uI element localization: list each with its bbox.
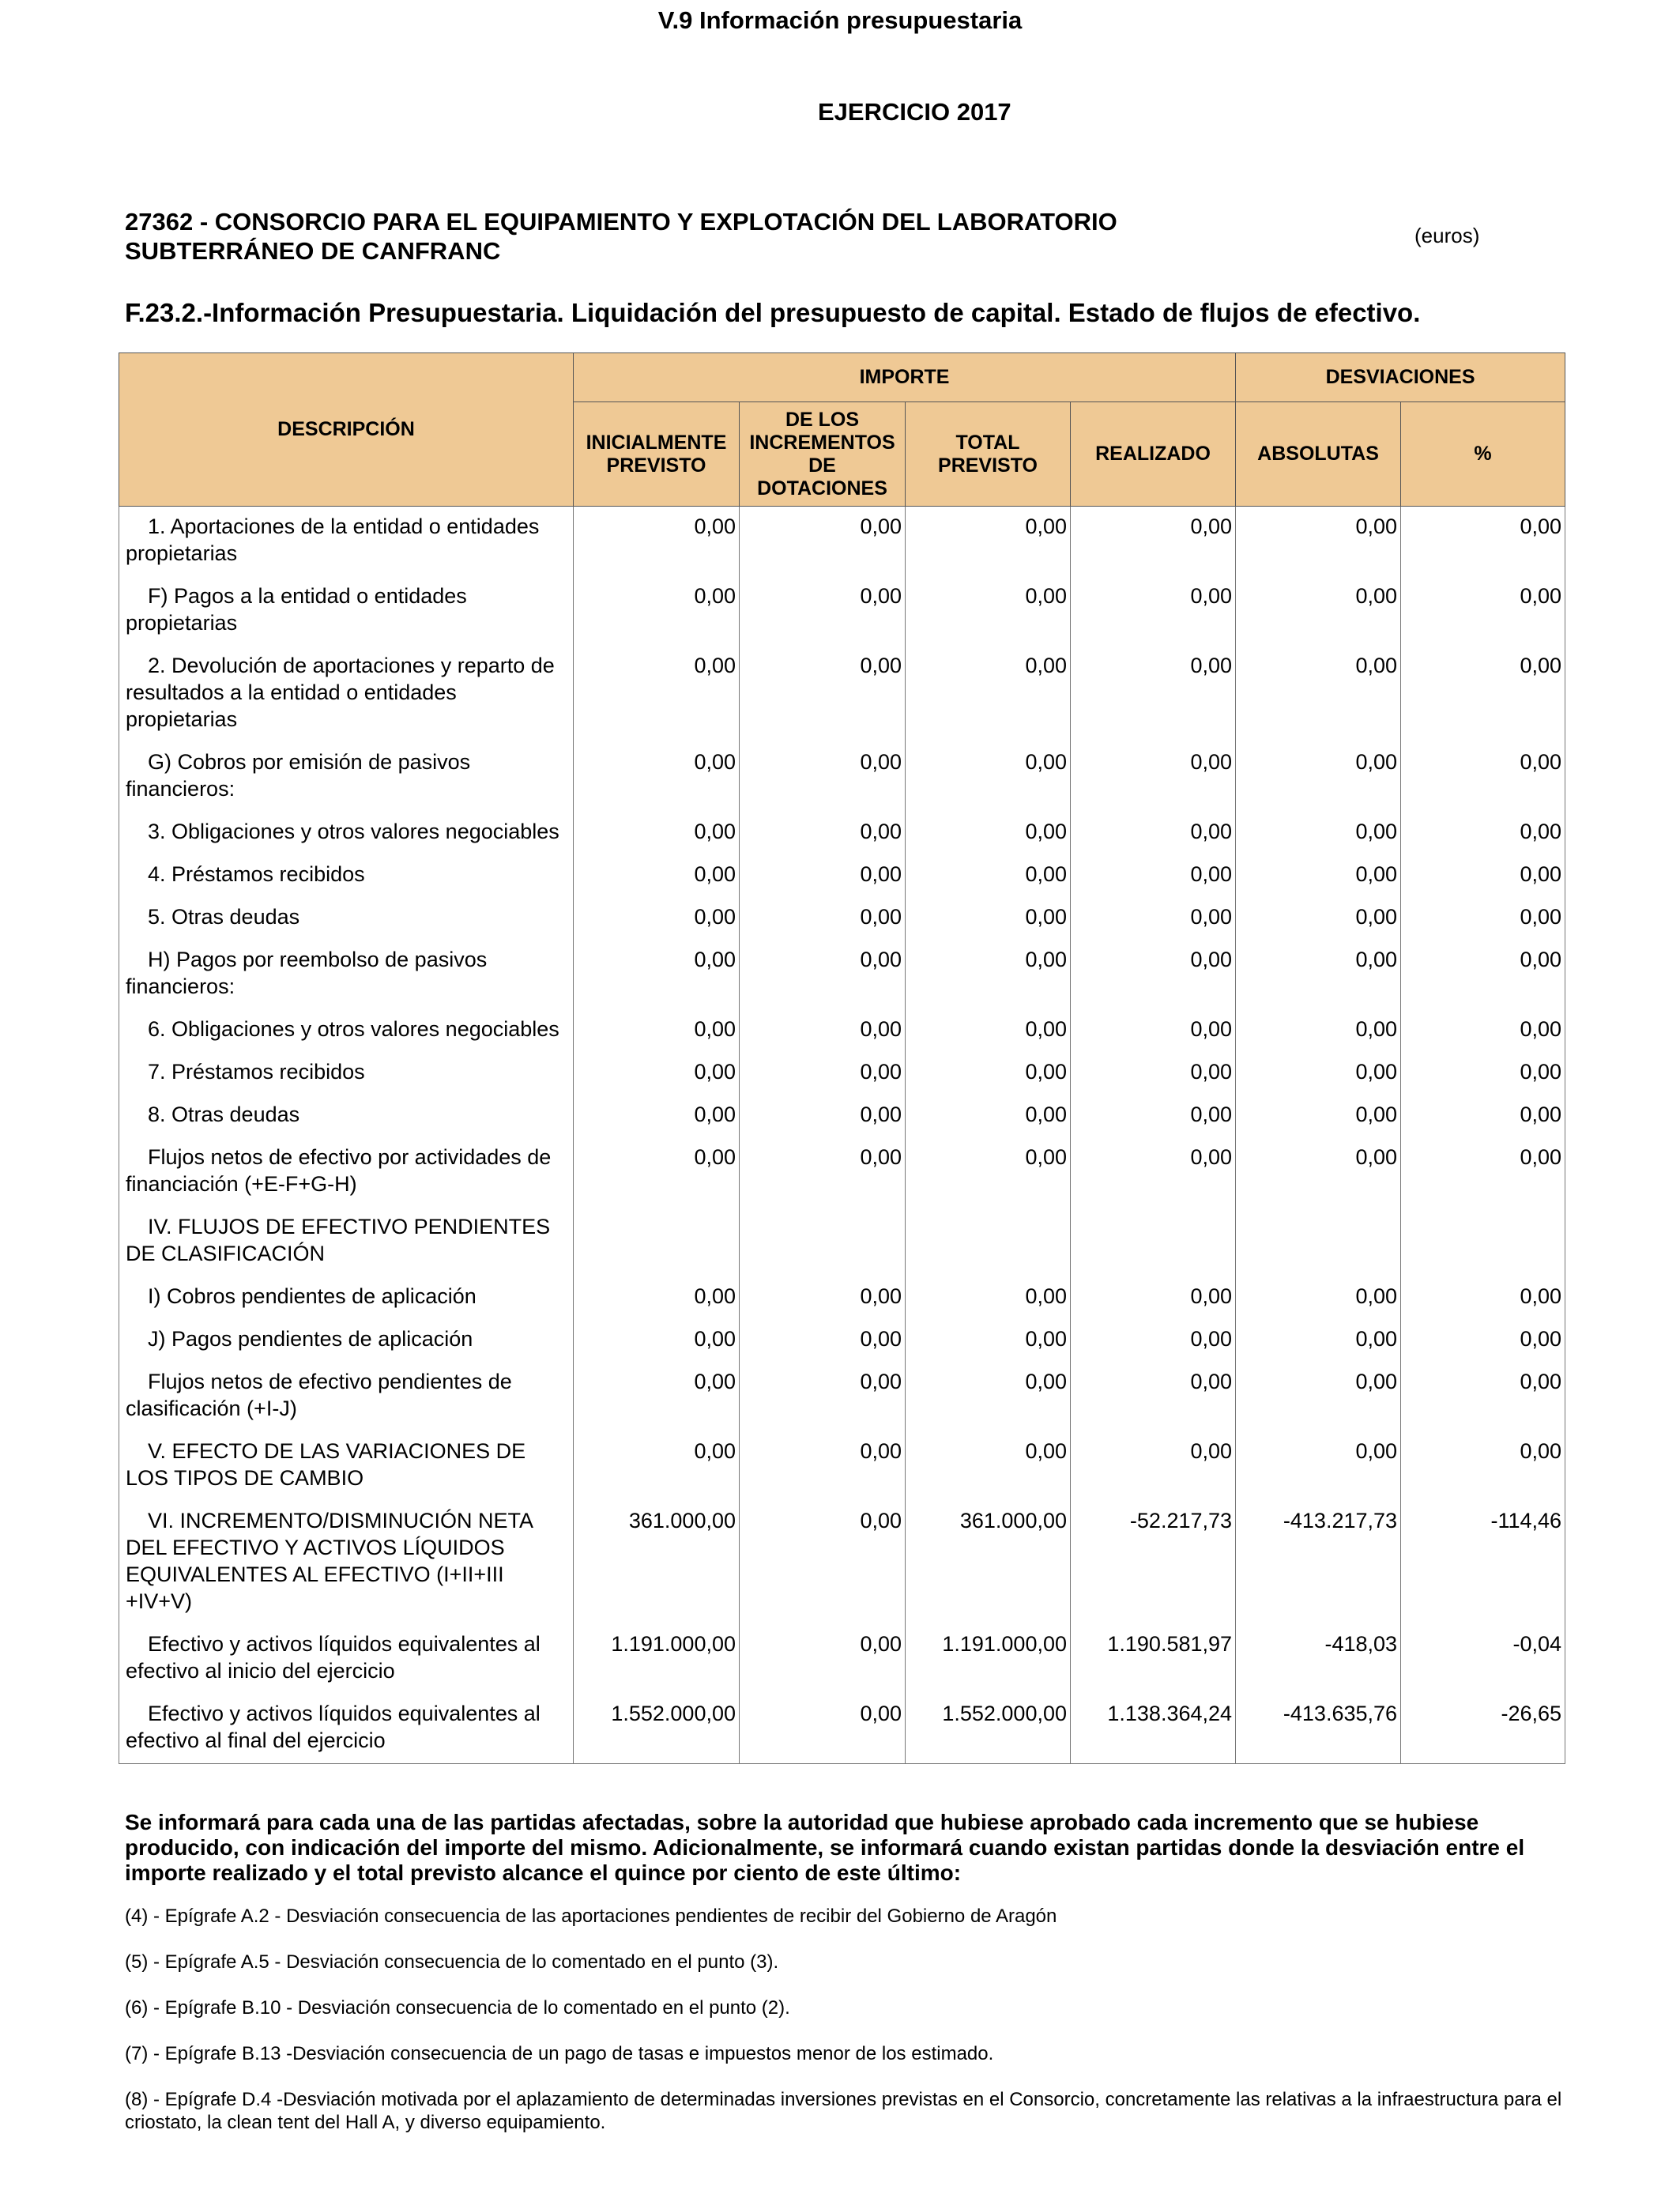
footnote-7: (7) - Epígrafe B.13 -Desviación consecuencia de un pago de tasas e impuestos menor de los estimado. xyxy=(125,2043,994,2064)
cell-incrementos: 0,00 xyxy=(740,897,906,940)
row-description-text: J) Pagos pendientes de aplicación xyxy=(148,1327,473,1351)
row-description xyxy=(119,1694,574,1764)
cell-total: 0,00 xyxy=(906,507,1071,577)
cell-pct: 0,00 xyxy=(1401,1137,1565,1207)
cell-realizado: 0,00 xyxy=(1071,1431,1236,1501)
row-description xyxy=(119,854,574,897)
cell-absolutas: 0,00 xyxy=(1236,812,1401,854)
cell-pct: 0,00 xyxy=(1401,940,1565,1009)
cell-pct: 0,00 xyxy=(1401,897,1565,940)
cell-absolutas: 0,00 xyxy=(1236,1137,1401,1207)
cell-total: 0,00 xyxy=(906,812,1071,854)
group-header-desviaciones: DESVIACIONES xyxy=(1236,353,1565,402)
row-description-text: 8. Otras deudas xyxy=(148,1103,300,1126)
column-header-descripcion: DESCRIPCIÓN xyxy=(119,353,574,507)
cell-total: 0,00 xyxy=(906,897,1071,940)
row-description xyxy=(119,1431,574,1501)
cell-pct: 0,00 xyxy=(1401,1319,1565,1362)
row-description-text: H) Pagos por reembolso de pasivos financieros: xyxy=(126,948,488,998)
row-description-text: 1. Aportaciones de la entidad o entidades propietarias xyxy=(126,515,540,565)
cell-incrementos: 0,00 xyxy=(740,1431,906,1501)
cell-absolutas: -413.217,73 xyxy=(1236,1501,1401,1624)
cell-realizado: 0,00 xyxy=(1071,940,1236,1009)
row-description-text: VI. INCREMENTO/DISMINUCIÓN NETA DEL EFECTIVO Y ACTIVOS LÍQUIDOS EQUIVALENTES AL EFECTIVO (I+II+III +IV+V) xyxy=(126,1509,533,1613)
row-description xyxy=(119,1624,574,1694)
table-row xyxy=(119,1501,1565,1624)
cell-inicial: 0,00 xyxy=(574,897,740,940)
row-description xyxy=(119,646,574,742)
cell-inicial: 0,00 xyxy=(574,1362,740,1431)
cell-inicial: 0,00 xyxy=(574,812,740,854)
cell-total: 0,00 xyxy=(906,646,1071,742)
cell-total: 0,00 xyxy=(906,854,1071,897)
table-row xyxy=(119,1052,1565,1095)
cell-absolutas: 0,00 xyxy=(1236,1431,1401,1501)
table-row xyxy=(119,854,1565,897)
report-title: F.23.2.-Información Presupuestaria. Liquidación del presupuesto de capital. Estado de flujos de efectivo. xyxy=(125,298,1421,327)
cell-realizado: 0,00 xyxy=(1071,1319,1236,1362)
cell-total: 0,00 xyxy=(906,1319,1071,1362)
cell-incrementos: 0,00 xyxy=(740,1362,906,1431)
row-description xyxy=(119,1501,574,1624)
cell-total: 0,00 xyxy=(906,940,1071,1009)
row-description xyxy=(119,1095,574,1137)
cell-total: 1.552.000,00 xyxy=(906,1694,1071,1764)
cell-pct: 0,00 xyxy=(1401,854,1565,897)
cell-realizado: 0,00 xyxy=(1071,646,1236,742)
cell-pct: 0,00 xyxy=(1401,1362,1565,1431)
table-row xyxy=(119,742,1565,812)
cell-inicial: 0,00 xyxy=(574,507,740,577)
cell-total: 0,00 xyxy=(906,576,1071,646)
cell-realizado: 0,00 xyxy=(1071,812,1236,854)
table-row xyxy=(119,576,1565,646)
cell-total: 0,00 xyxy=(906,1052,1071,1095)
footnotes xyxy=(125,1905,1563,2157)
cell-realizado: 0,00 xyxy=(1071,897,1236,940)
table-row xyxy=(119,1207,1565,1276)
cell-incrementos: 0,00 xyxy=(740,646,906,742)
cell-pct: 0,00 xyxy=(1401,576,1565,646)
cell-total: 0,00 xyxy=(906,1009,1071,1052)
cell-inicial: 0,00 xyxy=(574,1009,740,1052)
cell-incrementos: 0,00 xyxy=(740,742,906,812)
cell-incrementos: 0,00 xyxy=(740,1052,906,1095)
cell-inicial: 0,00 xyxy=(574,854,740,897)
cell-total: 361.000,00 xyxy=(906,1501,1071,1624)
cell-absolutas: 0,00 xyxy=(1236,854,1401,897)
cell-incrementos xyxy=(740,1207,906,1276)
cell-pct: -0,04 xyxy=(1401,1624,1565,1694)
cell-inicial: 0,00 xyxy=(574,1319,740,1362)
cell-absolutas: 0,00 xyxy=(1236,940,1401,1009)
cell-incrementos: 0,00 xyxy=(740,1694,906,1764)
cell-pct: 0,00 xyxy=(1401,1431,1565,1501)
cell-pct xyxy=(1401,1207,1565,1276)
cell-total: 0,00 xyxy=(906,1276,1071,1319)
cell-inicial: 1.552.000,00 xyxy=(574,1694,740,1764)
row-description xyxy=(119,1052,574,1095)
cell-incrementos: 0,00 xyxy=(740,1095,906,1137)
row-description-text: 3. Obligaciones y otros valores negociables xyxy=(148,820,559,843)
cell-absolutas: 0,00 xyxy=(1236,1276,1401,1319)
cell-absolutas: 0,00 xyxy=(1236,507,1401,577)
cell-realizado: 0,00 xyxy=(1071,1276,1236,1319)
cell-inicial: 0,00 xyxy=(574,646,740,742)
cell-pct: 0,00 xyxy=(1401,1095,1565,1137)
cell-realizado: 0,00 xyxy=(1071,742,1236,812)
cell-incrementos: 0,00 xyxy=(740,1009,906,1052)
table-body xyxy=(119,507,1565,1764)
footnote-4: (4) - Epígrafe A.2 - Desviación consecuencia de las aportaciones pendientes de recibir del Gobierno de Aragón xyxy=(125,1906,1057,1927)
cell-absolutas: 0,00 xyxy=(1236,1009,1401,1052)
column-header-realizado: REALIZADO xyxy=(1071,402,1236,507)
cell-total: 0,00 xyxy=(906,1431,1071,1501)
row-description-text: V. EFECTO DE LAS VARIACIONES DE LOS TIPOS DE CAMBIO xyxy=(126,1439,526,1490)
cell-total: 0,00 xyxy=(906,742,1071,812)
row-description-text: I) Cobros pendientes de aplicación xyxy=(148,1284,477,1308)
cell-incrementos: 0,00 xyxy=(740,940,906,1009)
row-description xyxy=(119,742,574,812)
cell-incrementos: 0,00 xyxy=(740,1319,906,1362)
cell-realizado: 1.190.581,97 xyxy=(1071,1624,1236,1694)
cell-pct: 0,00 xyxy=(1401,1052,1565,1095)
cell-absolutas: 0,00 xyxy=(1236,742,1401,812)
table-row xyxy=(119,646,1565,742)
cell-inicial: 0,00 xyxy=(574,1095,740,1137)
cell-inicial: 0,00 xyxy=(574,1137,740,1207)
cell-realizado: -52.217,73 xyxy=(1071,1501,1236,1624)
row-description xyxy=(119,812,574,854)
row-description-text: 7. Préstamos recibidos xyxy=(148,1060,365,1084)
cell-realizado: 0,00 xyxy=(1071,1095,1236,1137)
cell-realizado: 0,00 xyxy=(1071,507,1236,577)
cell-absolutas: 0,00 xyxy=(1236,576,1401,646)
footnote-6: (6) - Epígrafe B.10 - Desviación consecuencia de lo comentado en el punto (2). xyxy=(125,1997,790,2019)
cell-absolutas: 0,00 xyxy=(1236,1052,1401,1095)
table-row xyxy=(119,1362,1565,1431)
cell-inicial: 0,00 xyxy=(574,1276,740,1319)
column-header-inicial: INICIALMENTE PREVISTO xyxy=(574,402,740,507)
cell-pct: -114,46 xyxy=(1401,1501,1565,1624)
table-row xyxy=(119,1009,1565,1052)
cell-inicial: 0,00 xyxy=(574,940,740,1009)
cell-incrementos: 0,00 xyxy=(740,854,906,897)
cell-pct: 0,00 xyxy=(1401,1276,1565,1319)
deviation-note: Se informará para cada una de las partidas afectadas, sobre la autoridad que hubiese aprobado cada incremento que se hubiese producido, con indicación del importe del mismo. Adicionalmente, se informará cuando existan partidas donde la desviación entre el importe realizado y el total previsto alcance el quince por ciento de este último: xyxy=(125,1810,1525,1885)
cell-inicial: 0,00 xyxy=(574,742,740,812)
cell-incrementos: 0,00 xyxy=(740,1624,906,1694)
footnote-8: (8) - Epígrafe D.4 -Desviación motivada por el aplazamiento de determinadas inversiones previstas en el Consorcio, concretamente las relativas a la infraestructura para el criostato, la clean tent del Hall A, y diverso equipamiento. xyxy=(125,2089,1562,2133)
row-description-text: Flujos netos de efectivo por actividades de financiación (+E-F+G-H) xyxy=(126,1145,552,1196)
cell-pct: 0,00 xyxy=(1401,742,1565,812)
cell-absolutas: -418,03 xyxy=(1236,1624,1401,1694)
column-header-total: TOTAL PREVISTO xyxy=(906,402,1071,507)
cell-inicial: 361.000,00 xyxy=(574,1501,740,1624)
cell-pct: -26,65 xyxy=(1401,1694,1565,1764)
table-row xyxy=(119,1319,1565,1362)
cell-pct: 0,00 xyxy=(1401,646,1565,742)
cell-realizado: 0,00 xyxy=(1071,1137,1236,1207)
row-description-text: F) Pagos a la entidad o entidades propietarias xyxy=(126,584,467,635)
cell-total xyxy=(906,1207,1071,1276)
row-description xyxy=(119,940,574,1009)
column-header-incrementos: DE LOS INCREMENTOS DE DOTACIONES xyxy=(740,402,906,507)
footnote-5: (5) - Epígrafe A.5 - Desviación consecuencia de lo comentado en el punto (3). xyxy=(125,1951,779,1973)
cell-incrementos: 0,00 xyxy=(740,812,906,854)
cell-inicial: 0,00 xyxy=(574,1052,740,1095)
cell-absolutas: 0,00 xyxy=(1236,646,1401,742)
cell-realizado: 0,00 xyxy=(1071,1052,1236,1095)
cell-inicial: 0,00 xyxy=(574,576,740,646)
cell-realizado: 0,00 xyxy=(1071,1362,1236,1431)
cell-total: 0,00 xyxy=(906,1137,1071,1207)
row-description-text: G) Cobros por emisión de pasivos financieros: xyxy=(126,750,471,801)
row-description xyxy=(119,576,574,646)
cell-incrementos: 0,00 xyxy=(740,507,906,577)
budget-table xyxy=(119,352,1565,1764)
row-description-text: 4. Préstamos recibidos xyxy=(148,862,365,886)
table-row xyxy=(119,1137,1565,1207)
cell-inicial: 1.191.000,00 xyxy=(574,1624,740,1694)
row-description-text: Efectivo y activos líquidos equivalentes al efectivo al inicio del ejercicio xyxy=(126,1632,541,1683)
cell-absolutas: -413.635,76 xyxy=(1236,1694,1401,1764)
table-row xyxy=(119,940,1565,1009)
row-description xyxy=(119,1276,574,1319)
exercise-year: EJERCICIO 2017 xyxy=(818,98,1011,126)
row-description-text: 5. Otras deudas xyxy=(148,905,300,929)
row-description-text: IV. FLUJOS DE EFECTIVO PENDIENTES DE CLASIFICACIÓN xyxy=(126,1215,551,1265)
row-description-text: 2. Devolución de aportaciones y reparto de resultados a la entidad o entidades propietarias xyxy=(126,654,555,731)
cell-incrementos: 0,00 xyxy=(740,1501,906,1624)
row-description xyxy=(119,507,574,577)
row-description-text: Efectivo y activos líquidos equivalentes al efectivo al final del ejercicio xyxy=(126,1702,541,1752)
cell-realizado: 0,00 xyxy=(1071,854,1236,897)
cell-absolutas xyxy=(1236,1207,1401,1276)
cell-total: 1.191.000,00 xyxy=(906,1624,1071,1694)
cell-realizado: 0,00 xyxy=(1071,576,1236,646)
cell-realizado xyxy=(1071,1207,1236,1276)
cell-incrementos: 0,00 xyxy=(740,1276,906,1319)
section-heading: V.9 Información presupuestaria xyxy=(657,6,1023,34)
table-row xyxy=(119,1095,1565,1137)
table-row xyxy=(119,1431,1565,1501)
cell-absolutas: 0,00 xyxy=(1236,1095,1401,1137)
cell-inicial xyxy=(574,1207,740,1276)
units-label: (euros) xyxy=(1414,224,1480,247)
row-description xyxy=(119,1207,574,1276)
column-header-pct: % xyxy=(1401,402,1565,507)
table-row xyxy=(119,507,1565,577)
cell-pct: 0,00 xyxy=(1401,1009,1565,1052)
row-description-text: Flujos netos de efectivo pendientes de clasificación (+I-J) xyxy=(126,1370,512,1420)
cell-absolutas: 0,00 xyxy=(1236,897,1401,940)
cell-absolutas: 0,00 xyxy=(1236,1362,1401,1431)
table-row xyxy=(119,1624,1565,1694)
cell-incrementos: 0,00 xyxy=(740,576,906,646)
table-row xyxy=(119,1694,1565,1764)
cell-pct: 0,00 xyxy=(1401,507,1565,577)
cell-pct: 0,00 xyxy=(1401,812,1565,854)
cell-inicial: 0,00 xyxy=(574,1431,740,1501)
row-description-text: 6. Obligaciones y otros valores negociables xyxy=(148,1017,559,1041)
table-row xyxy=(119,1276,1565,1319)
cell-total: 0,00 xyxy=(906,1095,1071,1137)
column-header-absolutas: ABSOLUTAS xyxy=(1236,402,1401,507)
cell-incrementos: 0,00 xyxy=(740,1137,906,1207)
row-description xyxy=(119,1362,574,1431)
cell-absolutas: 0,00 xyxy=(1236,1319,1401,1362)
group-header-importe: IMPORTE xyxy=(574,353,1236,402)
cell-realizado: 0,00 xyxy=(1071,1009,1236,1052)
row-description xyxy=(119,1137,574,1207)
entity-title: 27362 - CONSORCIO PARA EL EQUIPAMIENTO Y EXPLOTACIÓN DEL LABORATORIO SUBTERRÁNEO DE CANFRANC xyxy=(125,208,1117,265)
row-description xyxy=(119,897,574,940)
row-description xyxy=(119,1009,574,1052)
row-description xyxy=(119,1319,574,1362)
cell-total: 0,00 xyxy=(906,1362,1071,1431)
cell-realizado: 1.138.364,24 xyxy=(1071,1694,1236,1764)
table-row xyxy=(119,897,1565,940)
table-row xyxy=(119,812,1565,854)
